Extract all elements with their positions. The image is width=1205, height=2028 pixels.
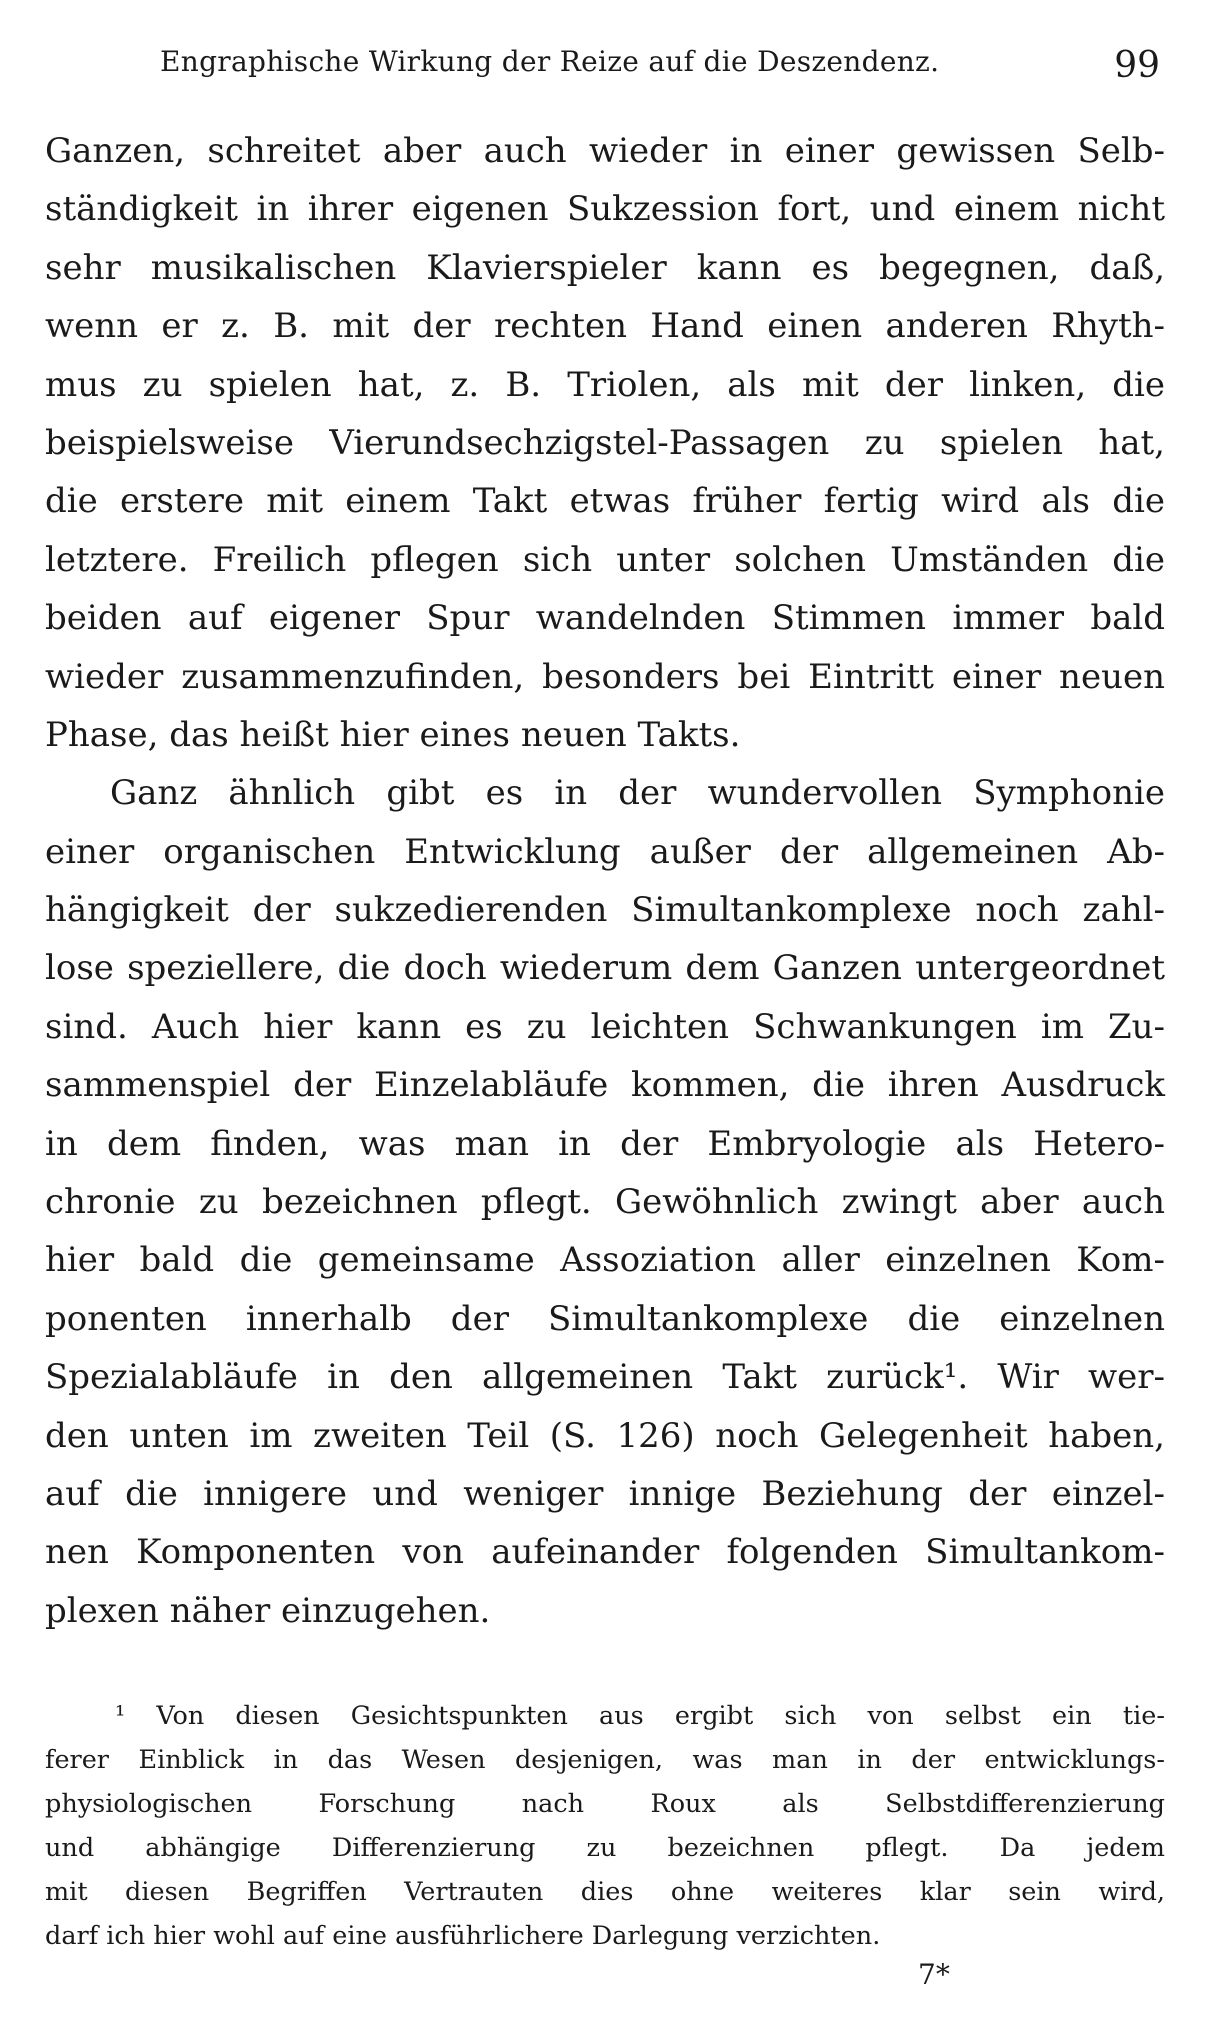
text-line: einer organischen Entwicklung außer der allgemeinen Ab-	[45, 831, 1165, 872]
text-line: in dem finden, was man in der Embryologie als Hetero-	[45, 1123, 1165, 1164]
signature-mark: 7*	[918, 1958, 950, 1991]
text-line: sind. Auch hier kann es zu leichten Schwankungen im Zu-	[45, 1006, 1165, 1047]
text-line: beispielsweise Vierundsechzigstel-Passagen zu spielen hat,	[45, 422, 1165, 463]
text-line-paragraph-end: plexen näher einzugehen.	[45, 1590, 491, 1631]
text-line: hängigkeit der sukzedierenden Simultankomplexe noch zahl-	[45, 890, 1165, 931]
text-line: wenn er z. B. mit der rechten Hand einen anderen Rhyth-	[45, 306, 1165, 347]
text-line: nen Komponenten von aufeinander folgenden Simultankom-	[45, 1532, 1165, 1573]
text-line-paragraph-end: Phase, das heißt hier eines neuen Takts.	[45, 714, 741, 755]
text-line: lose speziellere, die doch wiederum dem Ganzen untergeordnet	[45, 948, 1165, 989]
text-line-paragraph-start: Ganz ähnlich gibt es in der wundervollen Symphonie	[110, 773, 1165, 814]
text-line: sammenspiel der Einzelabläufe kommen, die ihren Ausdruck	[45, 1065, 1165, 1106]
text-line: wieder zusammenzufinden, besonders bei Eintritt einer neuen	[45, 656, 1165, 697]
footnote	[45, 1694, 1165, 1958]
text-line: die erstere mit einem Takt etwas früher fertig wird als die	[45, 481, 1165, 522]
page-number: 99	[1114, 45, 1160, 86]
text-line: auf die innigere und weniger innige Beziehung der einzel-	[45, 1473, 1165, 1514]
footnote-line: physiologischen Forschung nach Roux als Selbstdifferenzierung	[45, 1789, 1165, 1819]
text-line: hier bald die gemeinsame Assoziation aller einzelnen Kom-	[45, 1240, 1165, 1281]
footnote-line: und abhängige Differenzierung zu bezeichnen pflegt. Da jedem	[45, 1833, 1165, 1863]
footnote-line: ¹ Von diesen Gesichtspunkten aus ergibt sich von selbst ein tie-	[115, 1701, 1165, 1731]
text-line: mus zu spielen hat, z. B. Triolen, als mit der linken, die	[45, 364, 1165, 405]
text-line: chronie zu bezeichnen pflegt. Gewöhnlich zwingt aber auch	[45, 1182, 1165, 1223]
text-line: letztere. Freilich pflegen sich unter solchen Umständen die	[45, 539, 1165, 580]
text-line: den unten im zweiten Teil (S. 126) noch Gelegenheit haben,	[45, 1415, 1165, 1456]
text-line: ständigkeit in ihrer eigenen Sukzession fort, und einem nicht	[45, 189, 1165, 230]
running-title: Engraphische Wirkung der Reize auf die Deszendenz.	[160, 45, 940, 78]
text-line: Spezialabläufe in den allgemeinen Takt zurück¹. Wir wer-	[45, 1357, 1165, 1398]
footnote-line: mit diesen Begriffen Vertrauten dies ohne weiteres klar sein wird,	[45, 1877, 1165, 1907]
footnote-line: darf ich hier wohl auf eine ausführlichere Darlegung verzichten.	[45, 1921, 881, 1951]
text-line: beiden auf eigener Spur wandelnden Stimmen immer bald	[45, 598, 1165, 639]
body-text	[45, 122, 1165, 1640]
text-line: ponenten innerhalb der Simultankomplexe die einzelnen	[45, 1298, 1165, 1339]
footnote-line: ferer Einblick in das Wesen desjenigen, was man in der entwicklungs-	[45, 1745, 1165, 1775]
text-line: Ganzen, schreitet aber auch wieder in einer gewissen Selb-	[45, 131, 1165, 171]
text-line: sehr musikalischen Klavierspieler kann es begegnen, daß,	[45, 247, 1165, 288]
running-head	[160, 45, 1160, 95]
